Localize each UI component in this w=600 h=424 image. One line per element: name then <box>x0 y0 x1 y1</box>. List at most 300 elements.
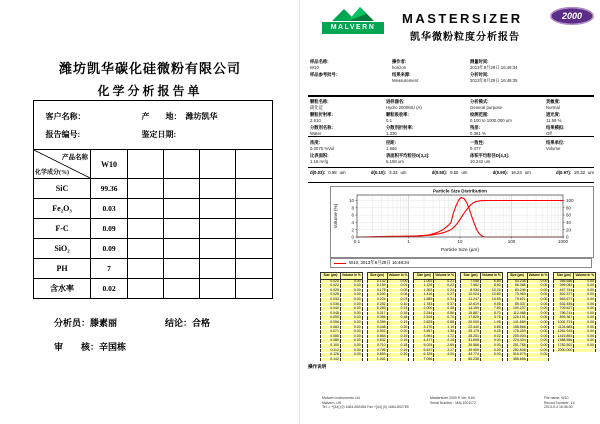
param-value: 碳化硅 <box>310 104 323 110</box>
size-cell: 0.283 <box>367 307 387 312</box>
param-value: 10.242 um <box>470 158 491 164</box>
size-cell: 89.337 <box>507 302 527 307</box>
size-cell: 1.589 <box>414 297 434 302</box>
param-cell <box>546 153 596 164</box>
volume-cell: 3.75 <box>480 316 502 321</box>
volume-cell: 0.70 <box>434 316 456 321</box>
size-cell: 399.052 <box>554 284 574 289</box>
x-tick-label: 100 <box>507 239 516 244</box>
size-cell: 200.000 <box>507 334 527 339</box>
chem-report-title: 化学分析报告单 <box>97 84 203 98</box>
divider-rule <box>308 95 594 97</box>
param-cell <box>470 125 546 136</box>
size-cell: 44.774 <box>461 353 481 358</box>
y-tick-label: 4 <box>351 219 354 225</box>
param-value: 2.610 <box>310 117 321 123</box>
param-label: 分析模式: <box>470 99 489 104</box>
divider-rule <box>308 167 594 168</box>
param-label: 灵敏度: <box>546 99 561 104</box>
empty-cell <box>200 259 236 279</box>
volume-cell: 0.00 <box>340 339 362 344</box>
d-unit: um <box>461 170 468 175</box>
param-value: Hydro 2000MU (A) <box>386 104 422 110</box>
volume-cell: 0.00 <box>340 320 362 325</box>
param-cell <box>470 72 596 83</box>
volume-cell: 1.38 <box>434 330 456 335</box>
volume-cell: 0.00 <box>527 316 549 321</box>
empty-cell <box>164 239 200 259</box>
volume-cell: 0.00 <box>574 279 596 284</box>
footer-line: Malvern, UK <box>322 400 342 405</box>
volume-cell: 0.00 <box>480 353 502 358</box>
size-column-header: Size (µm) <box>367 273 387 280</box>
volume-cell: 1.10 <box>434 325 456 330</box>
percentile-values-row <box>310 170 594 175</box>
size-cell: 2000.000 <box>554 348 574 353</box>
volume-cell: 0.00 <box>574 288 596 293</box>
reviewer-label: 审 核： <box>54 342 100 352</box>
empty-cell <box>128 259 164 279</box>
component-value: 0.09 <box>91 219 128 239</box>
empty-cell <box>200 279 236 299</box>
size-cell: 158.866 <box>507 325 527 330</box>
param-value: horizon <box>392 64 407 70</box>
empty-cell <box>164 150 200 179</box>
empty-cell <box>200 239 236 259</box>
volume-cell: 0.00 <box>527 339 549 344</box>
size-cell: 1588.656 <box>554 339 574 344</box>
table-info-row <box>34 101 273 150</box>
d-unit: um <box>524 170 531 175</box>
size-cell: 0.142 <box>321 357 341 362</box>
size-cell: 0.399 <box>367 320 387 325</box>
param-row <box>310 99 596 110</box>
param-value: 2013年8月29日 16:48:35 <box>470 77 518 83</box>
d-unit: um <box>588 170 594 175</box>
volume-cell: 0.00 <box>340 348 362 353</box>
size-cell: 70.963 <box>507 293 527 298</box>
empty-cell <box>200 179 236 199</box>
component-name: PH <box>34 259 91 279</box>
param-cell <box>546 112 596 123</box>
param-label: 分散剂名称: <box>310 125 333 131</box>
volume-cell: 0.19 <box>387 334 409 339</box>
empty-cell <box>164 279 200 299</box>
param-value: 11.59 % <box>546 117 562 123</box>
volume-cell: 0.00 <box>574 316 596 321</box>
size-cell: 4.477 <box>414 339 434 344</box>
malvern-wordmark: MALVERN <box>322 22 384 34</box>
size-cell: 0.159 <box>367 284 387 289</box>
size-row <box>321 357 363 362</box>
volume-cell: 0.18 <box>387 316 409 321</box>
component-name: 含水率 <box>34 279 91 299</box>
size-cell: 447.744 <box>554 288 574 293</box>
size-table <box>320 272 363 362</box>
volume-cell <box>574 348 596 353</box>
param-label: 分散剂折射率: <box>386 125 414 131</box>
size-cell: 17.825 <box>461 316 481 321</box>
d-unit: um <box>400 170 407 175</box>
volume-cell: 0.31 <box>434 297 456 302</box>
volume-column-header: Volume In % <box>574 273 596 280</box>
size-row <box>414 357 456 362</box>
size-cell: 1261.915 <box>554 330 574 335</box>
size-cell: 0.028 <box>321 293 341 298</box>
size-cell: 7.096 <box>461 279 481 284</box>
size-column-header: Size (µm) <box>414 273 434 280</box>
volume-cell: 2.65 <box>434 343 456 348</box>
y-tick-label: 0 <box>351 234 354 240</box>
empty-cell <box>236 219 273 239</box>
chem-table-row <box>34 179 273 199</box>
d-label: d(0.97): <box>555 170 572 175</box>
volume-cell <box>434 357 456 362</box>
y2-tick-label: 40 <box>566 219 572 225</box>
component-name: Fe₂O₃ <box>34 199 91 219</box>
size-cell: 1415.892 <box>554 334 574 339</box>
size-cell: 79.621 <box>507 297 527 302</box>
size-cell: 28.251 <box>461 334 481 339</box>
volume-cell: 0.00 <box>527 348 549 353</box>
size-cell: 56.368 <box>507 284 527 289</box>
empty-cell <box>164 219 200 239</box>
param-label: 体积平均粒径D[4,3]: <box>470 153 510 159</box>
chart-svg <box>331 187 591 255</box>
empty-cell <box>128 199 164 219</box>
y2-tick-label: 20 <box>566 227 572 233</box>
param-label: 结果模拟: <box>546 125 565 131</box>
y-tick-label: 10 <box>348 198 354 204</box>
size-cell: 7.096 <box>414 357 434 362</box>
size-cell: 0.632 <box>367 339 387 344</box>
volume-cell: 9.55 <box>480 302 502 307</box>
size-cell: 12.619 <box>461 302 481 307</box>
volume-cell: 0.00 <box>340 325 362 330</box>
conclusion-label: 结论： <box>165 318 193 328</box>
size-cell: 8.934 <box>461 288 481 293</box>
component-value: 0.02 <box>91 279 128 299</box>
volume-cell: 0.00 <box>340 284 362 289</box>
size-row <box>554 348 596 353</box>
param-label: 检测范围: <box>470 112 489 118</box>
size-cell: 502.377 <box>554 293 574 298</box>
volume-column-header: Volume In % <box>434 273 456 280</box>
y-axis-label: Volume (%) <box>334 203 339 229</box>
param-cell <box>310 125 386 136</box>
size-cell: 796.214 <box>554 311 574 316</box>
size-cell: 0.252 <box>367 302 387 307</box>
volume-cell: 0.45 <box>434 307 456 312</box>
volume-column-header: Volume In % <box>387 273 409 280</box>
d-number: 9.50 <box>450 170 459 175</box>
volume-cell: 0.37 <box>434 302 456 307</box>
empty-cell <box>128 179 164 199</box>
size-cell: 2.825 <box>414 320 434 325</box>
param-label: 颗粒折射率: <box>310 112 333 118</box>
mastersizer-2000-logo <box>550 7 594 25</box>
d-number: 16.23 <box>510 170 522 175</box>
size-cell: 63.246 <box>507 288 527 293</box>
empty-cell <box>200 219 236 239</box>
size-row <box>507 357 549 362</box>
size-cell: 2.244 <box>414 311 434 316</box>
chem-table-row <box>34 259 273 279</box>
component-value: 99.36 <box>91 179 128 199</box>
param-value: 5.158 um <box>386 158 404 164</box>
size-cell: 355.656 <box>554 279 574 284</box>
info-cell <box>34 101 273 150</box>
size-cell: 0.045 <box>321 311 341 316</box>
volume-cell: 0.21 <box>434 279 456 284</box>
size-cell: 0.025 <box>321 288 341 293</box>
size-cell: 893.367 <box>554 316 574 321</box>
param-value: 0.477 <box>470 145 481 151</box>
size-cell: 141.589 <box>507 320 527 325</box>
result-stats-grid <box>310 140 596 166</box>
diagonal-header-cell <box>34 150 91 179</box>
param-cell <box>392 59 470 70</box>
y2-tick-label: 80 <box>566 205 572 211</box>
d-number: 3.33 <box>389 170 398 175</box>
analyst-label: 分析员： <box>54 318 91 328</box>
param-cell <box>310 153 386 164</box>
footer-line: 2013-9-4 16:36:30 <box>544 405 573 410</box>
param-label: 测量时间: <box>470 59 489 64</box>
size-distribution-tables <box>320 272 596 362</box>
param-value: Volume <box>546 145 561 151</box>
component-value: 7 <box>91 259 128 279</box>
param-cell <box>546 140 596 151</box>
legend-line-sample <box>334 263 346 264</box>
volume-cell: 0.00 <box>574 343 596 348</box>
size-cell: 126.191 <box>507 316 527 321</box>
size-cell: 22.440 <box>461 325 481 330</box>
volume-cell: 5.70 <box>480 311 502 316</box>
size-cell: 0.089 <box>321 339 341 344</box>
volume-cell: 0.00 <box>387 279 409 284</box>
param-label: 样品名称: <box>310 59 329 64</box>
size-cell: 178.250 <box>507 330 527 335</box>
volume-cell: 0.24 <box>434 288 456 293</box>
volume-cell: 0.00 <box>340 343 362 348</box>
d-number: 20.32 <box>574 170 585 175</box>
analyst-name: 滕素丽 <box>90 318 118 328</box>
param-label: 样品参考批号: <box>310 72 338 78</box>
footer-line: Tel := +[44] (0) 1684-892456 Fax +[44] (0) 1684-892789 <box>322 405 409 410</box>
volume-cell: 0.00 <box>340 311 362 316</box>
empty-cell <box>236 179 273 199</box>
size-cell: 0.112 <box>321 348 341 353</box>
volume-cell <box>340 357 362 362</box>
param-value: 2013年8月29日 16:48:34 <box>470 64 518 70</box>
size-column-header: Size (µm) <box>554 273 574 280</box>
empty-cell <box>128 239 164 259</box>
param-cell <box>386 99 470 110</box>
d-label: d(0.50): <box>431 170 448 175</box>
volume-cell: 0.00 <box>574 339 596 344</box>
conclusion-line <box>165 316 210 329</box>
param-label: 操作者: <box>392 59 407 64</box>
divider-rule <box>308 182 594 183</box>
volume-cell: 0.00 <box>340 330 362 335</box>
volume-column-header: Volume In % <box>527 273 549 280</box>
empty-cell <box>128 150 164 179</box>
chem-table-body <box>34 179 273 299</box>
volume-cell: 0.10 <box>387 302 409 307</box>
volume-cell: 0.00 <box>574 320 596 325</box>
param-cell <box>310 140 386 151</box>
notes-label: 操作说明 <box>308 364 327 369</box>
footer-line: Record Number: 14 <box>544 400 575 405</box>
volume-cell: 0.00 <box>574 293 596 298</box>
empty-cell <box>236 150 273 179</box>
size-cell: 282.508 <box>507 348 527 353</box>
volume-cell: 0.00 <box>340 297 362 302</box>
volume-cell: 0.25 <box>480 330 502 335</box>
footer-file-info <box>544 396 575 410</box>
d-value <box>493 170 531 175</box>
size-cell: 25.179 <box>461 330 481 335</box>
param-label: 分析时间: <box>470 72 489 78</box>
chem-analysis-table <box>33 100 273 299</box>
volume-cell: 0.02 <box>480 334 502 339</box>
empty-cell <box>200 150 236 179</box>
mastersizer-wordmark: MASTERSIZER <box>402 11 523 26</box>
y2-tick-label: 100 <box>566 198 574 204</box>
size-row <box>461 357 503 362</box>
size-cell: 3.557 <box>414 330 434 335</box>
empty-cell <box>236 239 273 259</box>
param-cell <box>310 99 386 110</box>
volume-cell: 0.19 <box>387 339 409 344</box>
volume-cell: 0.00 <box>527 330 549 335</box>
size-cell: 0.893 <box>367 353 387 358</box>
volume-cell: 0.01 <box>387 284 409 289</box>
param-value: Measurement <box>392 77 419 83</box>
reviewer-line <box>54 340 126 353</box>
volume-cell: 0.00 <box>527 320 549 325</box>
volume-cell: 0.00 <box>574 297 596 302</box>
ms-report-title: 凯华微粉粒度分析报告 <box>410 32 520 43</box>
size-cell: 1.002 <box>414 279 434 284</box>
size-cell: 5.637 <box>414 348 434 353</box>
diag-composition-label: 化学成分(%) <box>35 170 69 176</box>
date-label: 鉴定日期: <box>141 129 177 139</box>
volume-cell: 0.00 <box>527 297 549 302</box>
size-cell: 1.416 <box>414 293 434 298</box>
volume-cell: 0.00 <box>527 334 549 339</box>
particle-size-chart <box>330 186 594 258</box>
volume-cell: 0.00 <box>574 325 596 330</box>
param-value: 0.100 to 1000.000 um <box>470 117 512 123</box>
empty-cell <box>164 199 200 219</box>
size-cell: 10.024 <box>461 293 481 298</box>
volume-cell: 0.20 <box>387 353 409 358</box>
param-cell <box>546 99 596 110</box>
volume-cell: 0.00 <box>574 284 596 289</box>
size-cell: 31.698 <box>461 339 481 344</box>
param-value: 0.381 % <box>470 130 486 136</box>
size-cell: 0.071 <box>321 330 341 335</box>
param-label: 结果单位: <box>546 140 565 145</box>
volume-cell: 0.20 <box>387 325 409 330</box>
volume-cell: 0.00 <box>480 348 502 353</box>
size-cell: 112.468 <box>507 311 527 316</box>
param-value: 1.566 <box>386 145 397 151</box>
model-2000-text: 2000 <box>561 11 583 21</box>
malvern-mountains-icon <box>330 7 376 21</box>
param-cell <box>310 59 392 70</box>
volume-cell: 0.00 <box>574 311 596 316</box>
size-cell: 0.448 <box>367 325 387 330</box>
volume-cell: 0.00 <box>480 339 502 344</box>
param-label: 一致性: <box>470 140 485 145</box>
param-cell <box>386 112 470 123</box>
param-label: 颗粒名称: <box>310 99 329 104</box>
volume-cell: 0.00 <box>340 334 362 339</box>
x-tick-label: 1 <box>407 239 410 244</box>
size-table <box>460 272 503 362</box>
param-value: 0.1 <box>386 117 392 123</box>
x-tick-label: 0.1 <box>353 239 361 244</box>
volume-cell: 0.00 <box>340 279 362 284</box>
param-label: 表面积平均粒径D[3,2]: <box>386 153 430 159</box>
size-cell: 355.656 <box>507 357 527 362</box>
divider-rule <box>308 136 594 137</box>
param-cell <box>470 59 596 70</box>
volume-cell: 0.88 <box>434 320 456 325</box>
size-row <box>367 357 409 362</box>
size-cell: 632.456 <box>554 302 574 307</box>
size-cell: 0.224 <box>367 297 387 302</box>
component-value: 0.09 <box>91 239 128 259</box>
empty-cell <box>128 279 164 299</box>
size-cell: 0.063 <box>321 325 341 330</box>
chem-table-row <box>34 199 273 219</box>
y-tick-label: 6 <box>351 212 354 218</box>
volume-cell: 0.00 <box>340 307 362 312</box>
d-number: 0.98 <box>328 170 337 175</box>
param-value: Normal <box>546 104 560 110</box>
size-cell: 0.056 <box>321 320 341 325</box>
size-cell: 0.356 <box>367 316 387 321</box>
size-cell: 1782.502 <box>554 343 574 348</box>
param-label: 结果来源: <box>392 72 411 78</box>
analyst-line <box>54 316 117 329</box>
size-cell: 0.317 <box>367 311 387 316</box>
footer-instrument <box>430 396 476 405</box>
param-label: 径距: <box>386 140 397 145</box>
param-cell <box>470 153 546 164</box>
sample-name-cell: W10 <box>91 150 128 179</box>
size-column-header: Size (µm) <box>461 273 481 280</box>
size-cell: 0.142 <box>367 279 387 284</box>
param-label: 浓度: <box>310 140 321 145</box>
chart-legend <box>330 258 592 268</box>
size-cell: 0.080 <box>321 334 341 339</box>
volume-cell: 0.00 <box>340 302 362 307</box>
size-cell: 1124.683 <box>554 325 574 330</box>
param-row <box>310 125 596 136</box>
footer-line: File name: W10 <box>544 396 569 400</box>
chem-table-row <box>34 279 273 299</box>
volume-cell: 0.18 <box>387 343 409 348</box>
size-column-header: Size (µm) <box>321 273 341 280</box>
volume-cell: 0.00 <box>527 284 549 289</box>
size-cell: 20.000 <box>461 320 481 325</box>
param-value: Water <box>310 130 322 136</box>
